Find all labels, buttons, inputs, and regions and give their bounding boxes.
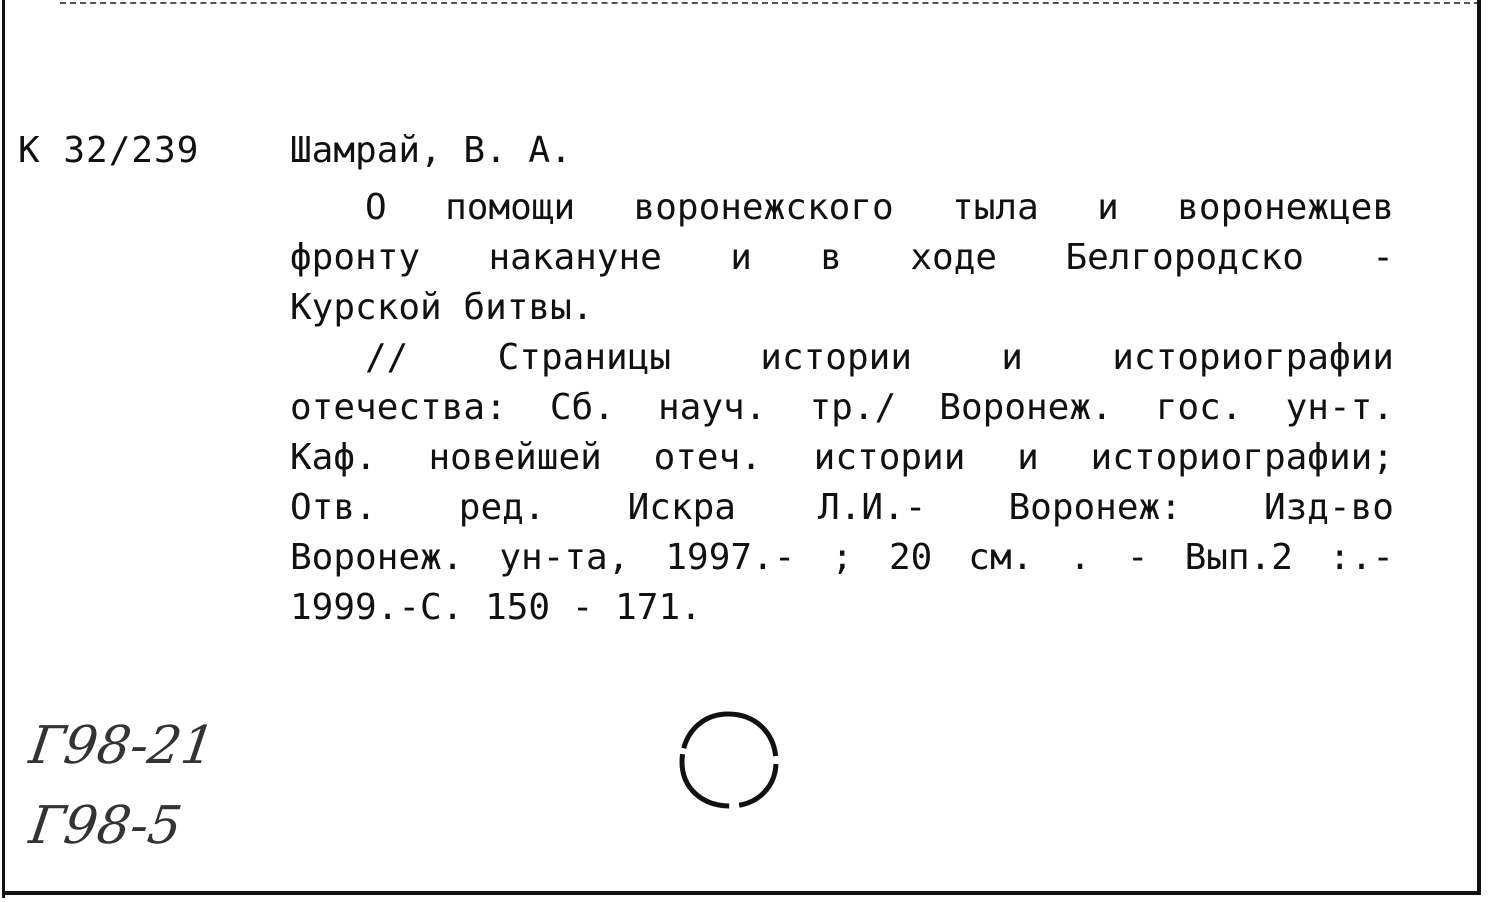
word: Воронеж. xyxy=(939,387,1113,428)
title-line-3: Курской битвы. xyxy=(290,287,594,328)
word: О xyxy=(365,187,387,228)
word: Сб. xyxy=(549,387,615,428)
card-right-edge xyxy=(1477,0,1481,892)
word: тр./ xyxy=(809,387,897,428)
punch-hole-icon xyxy=(672,706,784,814)
handwritten-note-2: Г98-5 xyxy=(25,796,186,856)
word: 20 xyxy=(888,537,933,578)
word: Воронеж. xyxy=(290,537,464,578)
word: историографии; xyxy=(1090,437,1394,478)
source-line-2 xyxy=(290,387,1394,428)
word: истории xyxy=(813,437,966,478)
source-line-1 xyxy=(365,337,1394,378)
word: // xyxy=(365,337,409,378)
word: помощи xyxy=(445,187,576,228)
word: и xyxy=(1001,337,1023,378)
word: науч. xyxy=(658,387,767,428)
word: Отв. xyxy=(290,487,377,528)
word: и xyxy=(730,237,752,278)
word: гос. xyxy=(1155,387,1243,428)
word: Страницы xyxy=(497,337,672,378)
word: и xyxy=(1017,437,1039,478)
word: см. xyxy=(968,537,1034,578)
word: тыла xyxy=(952,187,1039,228)
word: накануне xyxy=(488,237,662,278)
word: фронту xyxy=(290,237,421,278)
handwritten-note-1: Г98-21 xyxy=(25,716,219,776)
card-left-edge xyxy=(2,0,5,898)
word: ун-т. xyxy=(1285,387,1394,428)
word: - xyxy=(1126,537,1149,578)
word: воронежцев xyxy=(1177,187,1394,228)
source-line-5 xyxy=(290,537,1394,578)
source-line-4 xyxy=(290,487,1394,528)
word: Изд-во xyxy=(1263,487,1394,528)
word: ходе xyxy=(910,237,998,278)
word: отечества: xyxy=(290,387,507,428)
word: Воронеж: xyxy=(1008,487,1182,528)
word: истории xyxy=(760,337,912,378)
card-top-edge xyxy=(60,2,1480,4)
title-line-2 xyxy=(290,237,1394,278)
word: ред. xyxy=(458,487,546,528)
source-line-6: 1999.-С. 150 - 171. xyxy=(290,587,702,628)
word: Искра xyxy=(627,487,736,528)
word: Л.И.- xyxy=(818,487,927,528)
word: - xyxy=(1372,237,1394,278)
shelf-mark: К 32/239 xyxy=(18,130,200,171)
word: воронежского xyxy=(633,187,894,228)
author-name: Шамрай, В. А. xyxy=(290,130,572,171)
word: в xyxy=(820,237,842,278)
word: Белгородско xyxy=(1065,237,1304,278)
word: Каф. xyxy=(290,437,377,478)
word: новейшей xyxy=(428,437,602,478)
word: :.- xyxy=(1328,537,1394,578)
word: и xyxy=(1097,187,1119,228)
word: ; xyxy=(831,537,854,578)
word: ун-та, xyxy=(499,537,630,578)
word: отеч. xyxy=(653,437,762,478)
word: Вып.2 xyxy=(1184,537,1293,578)
word: . xyxy=(1069,537,1091,578)
card-bottom-edge xyxy=(2,891,1481,895)
title-line-1 xyxy=(365,187,1394,228)
source-line-3 xyxy=(290,437,1394,478)
word: 1997.- xyxy=(665,537,796,578)
word: историографии xyxy=(1112,337,1394,378)
